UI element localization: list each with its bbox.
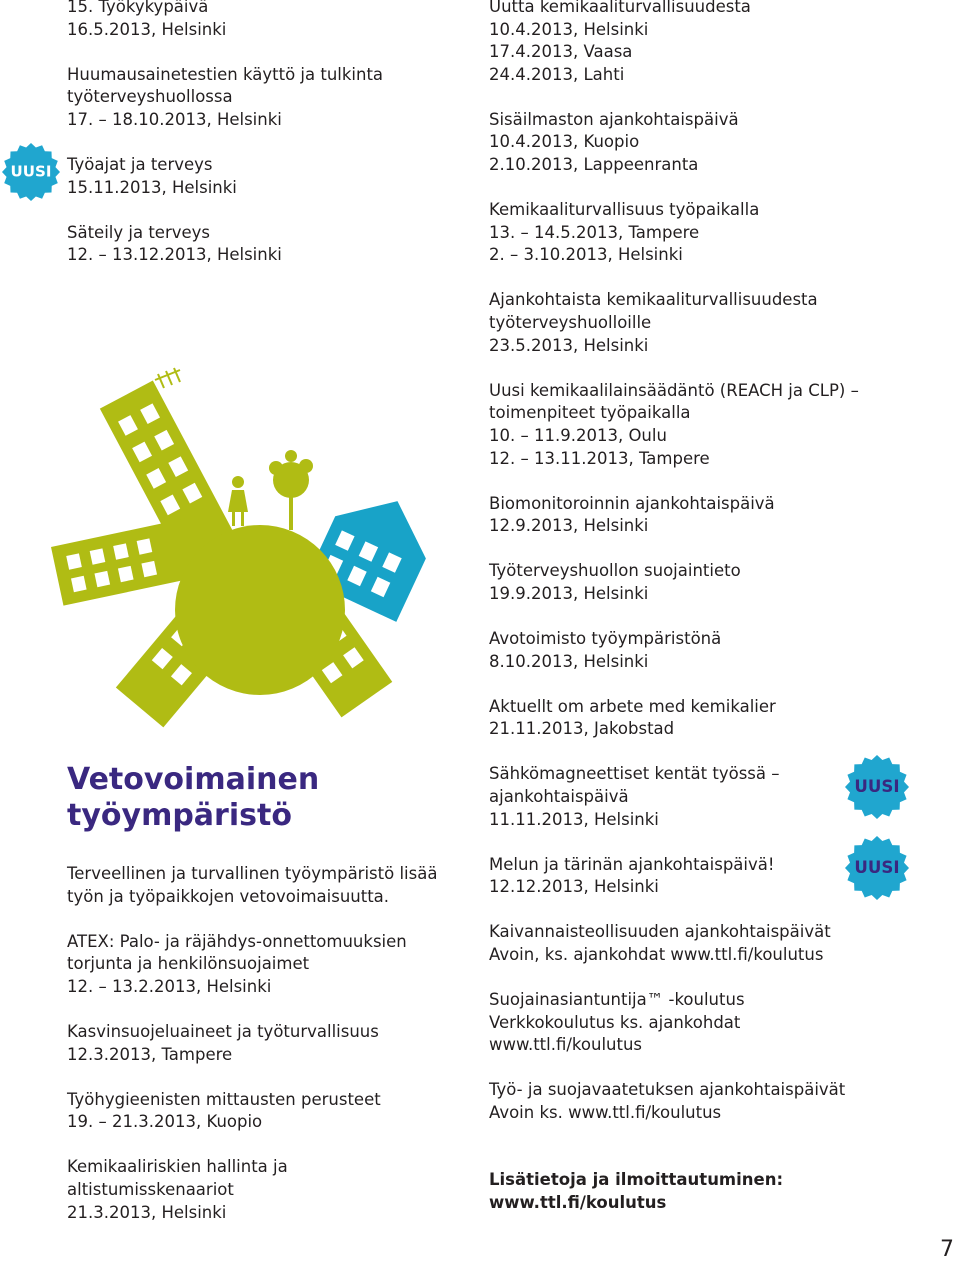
antenna-icon: [155, 368, 180, 388]
course-entry: [489, 989, 889, 1057]
entry-detail: 12.3.2013, Tampere: [67, 1044, 233, 1064]
entry-detail: 15.11.2013, Helsinki: [67, 177, 237, 197]
right-course-list: [489, 0, 889, 1237]
entry-detail: 23.5.2013, Helsinki: [489, 335, 649, 355]
entry-detail: altistumisskenaariot: [67, 1179, 234, 1199]
entry-title: Työterveyshuollon suojaintieto: [489, 561, 741, 581]
course-entry: [67, 1089, 467, 1134]
entry-detail: 2. – 3.10.2013, Helsinki: [489, 245, 683, 265]
planet: [175, 525, 345, 695]
left-bottom-entries: [67, 931, 467, 1224]
entry-detail: ajankohtaispäivä: [489, 786, 629, 806]
page-number: 7: [940, 1237, 954, 1262]
course-entry: [67, 0, 467, 41]
course-entry: [489, 763, 889, 831]
section-title-line-2: työympäristö: [67, 798, 292, 833]
entry-detail: 12.12.2013, Helsinki: [489, 877, 659, 897]
entry-detail: 12. – 13.11.2013, Tampere: [489, 448, 710, 468]
buildings-planet-illustration: [40, 360, 460, 744]
entry-title: Säteily ja terveys: [67, 222, 211, 242]
course-entry: [489, 560, 889, 605]
entry-detail: 8.10.2013, Helsinki: [489, 651, 649, 671]
badge-label: UUSI: [854, 777, 900, 797]
entry-title: Huumausainetestien käyttö ja tulkinta: [67, 64, 384, 84]
entry-detail: työterveyshuollossa: [67, 87, 233, 107]
entry-title: Ajankohtaista kemikaaliturvallisuudesta: [489, 290, 818, 310]
course-entry: [489, 493, 889, 538]
course-entry: [489, 109, 889, 177]
entry-title: Kaivannaisteollisuuden ajankohtaispäivät: [489, 922, 831, 942]
entry-detail: Verkkokoulutus ks. ajankohdat: [489, 1012, 741, 1032]
entry-title: Työajat ja terveys: [67, 154, 213, 174]
course-entry: [489, 380, 889, 470]
entry-detail: 24.4.2013, Lahti: [489, 64, 625, 84]
tree-icon: [269, 450, 313, 530]
badge-gear-icon: [2, 143, 60, 201]
entry-title: Kemikaaliriskien hallinta ja: [67, 1157, 288, 1177]
course-entry: [489, 1079, 889, 1124]
entry-title: Aktuellt om arbete med kemikalier: [489, 696, 776, 716]
course-entry: [489, 0, 889, 86]
course-entry: [67, 931, 467, 999]
buildings-illustration-svg: [40, 360, 460, 740]
course-entry: [67, 222, 467, 267]
entry-title: ATEX: Palo- ja räjähdys-onnettomuuksien: [67, 931, 407, 951]
entry-title: Avotoimisto työympäristönä: [489, 628, 722, 648]
section-title: [67, 762, 319, 834]
entry-detail: torjunta ja henkilönsuojaimet: [67, 954, 310, 974]
course-entry: [67, 64, 467, 132]
entry-detail: työterveyshuolloille: [489, 313, 652, 333]
entry-detail: 12. – 13.12.2013, Helsinki: [67, 245, 282, 265]
entry-detail: toimenpiteet työpaikalla: [489, 403, 691, 423]
entry-detail: 16.5.2013, Helsinki: [67, 19, 227, 39]
entry-detail: 17. – 18.10.2013, Helsinki: [67, 109, 282, 129]
course-entry: [489, 696, 889, 741]
entry-detail: www.ttl.fi/koulutus: [489, 1193, 667, 1213]
course-entry: [489, 854, 889, 899]
badge-gear-icon: [845, 836, 909, 900]
entry-title: Kasvinsuojeluaineet ja työturvallisuus: [67, 1021, 379, 1041]
course-entry: [67, 154, 467, 199]
course-entry: [67, 1156, 467, 1224]
entry-detail: 10. – 11.9.2013, Oulu: [489, 425, 667, 445]
entry-title: Sähkömagneettiset kentät työssä –: [489, 764, 780, 784]
badge-label: UUSI: [854, 858, 900, 878]
entry-title: Suojainasiantuntija™ -koulutus: [489, 990, 745, 1009]
right-entries: [489, 0, 889, 1124]
entry-detail: 12.9.2013, Helsinki: [489, 516, 649, 536]
entry-detail: www.ttl.fi/koulutus: [489, 1035, 643, 1055]
person-icon: [228, 476, 248, 526]
entry-detail: 13. – 14.5.2013, Tampere: [489, 222, 700, 242]
entry-detail: 11.11.2013, Helsinki: [489, 809, 659, 829]
entry-detail: 19.9.2013, Helsinki: [489, 583, 649, 603]
course-entry: [67, 1021, 467, 1066]
entry-detail: 2.10.2013, Lappeenranta: [489, 155, 699, 175]
entry-title: Melun ja tärinän ajankohtaispäivä!: [489, 854, 775, 874]
entry-title: Sisäilmaston ajankohtaispäivä: [489, 109, 739, 129]
entry-title: Biomonitoroinnin ajankohtaispäivä: [489, 493, 775, 513]
course-entry: [489, 199, 889, 267]
new-badge: [2, 143, 60, 201]
entry-detail: 10.4.2013, Helsinki: [489, 19, 649, 39]
entry-title: Lisätietoja ja ilmoittautuminen:: [489, 1170, 784, 1190]
course-entry: [489, 289, 889, 357]
entry-detail: Avoin ks. www.ttl.fi/koulutus: [489, 1102, 722, 1122]
entry-detail: 12. – 13.2.2013, Helsinki: [67, 976, 272, 996]
left-bottom-course-list: [67, 863, 467, 1247]
entry-title: Uutta kemikaaliturvallisuudesta: [489, 0, 751, 16]
entry-title: Työhygieenisten mittausten perusteet: [67, 1089, 381, 1109]
section-intro: [67, 863, 467, 908]
left-top-course-list: [67, 0, 467, 289]
badge-label: UUSI: [10, 162, 52, 181]
entry-title: 15. Työkykypäivä: [67, 0, 209, 16]
entry-title: Uusi kemikaalilainsäädäntö (REACH ja CLP) –: [489, 380, 859, 400]
entry-detail: Avoin, ks. ajankohdat www.ttl.fi/koulutus: [489, 944, 824, 964]
intro-line: Terveellinen ja turvallinen työympäristö lisää: [67, 864, 438, 883]
contact-info: [489, 1169, 889, 1214]
course-entry: [489, 628, 889, 673]
entry-detail: 17.4.2013, Vaasa: [489, 42, 633, 62]
new-badge: [845, 755, 909, 819]
new-badge: [845, 836, 909, 900]
entry-title: Työ- ja suojavaatetuksen ajankohtaispäivät: [489, 1080, 846, 1100]
section-title-line-1: Vetovoimainen: [67, 762, 320, 797]
entry-detail: 19. – 21.3.2013, Kuopio: [67, 1112, 263, 1132]
entry-title: Kemikaaliturvallisuus työpaikalla: [489, 200, 760, 220]
entry-detail: 10.4.2013, Kuopio: [489, 132, 640, 152]
course-entry: [489, 921, 889, 966]
intro-line: työn ja työpaikkojen vetovoimaisuutta.: [67, 886, 390, 906]
badge-gear-icon: [845, 755, 909, 819]
entry-detail: 21.3.2013, Helsinki: [67, 1202, 227, 1222]
entry-detail: 21.11.2013, Jakobstad: [489, 719, 675, 739]
